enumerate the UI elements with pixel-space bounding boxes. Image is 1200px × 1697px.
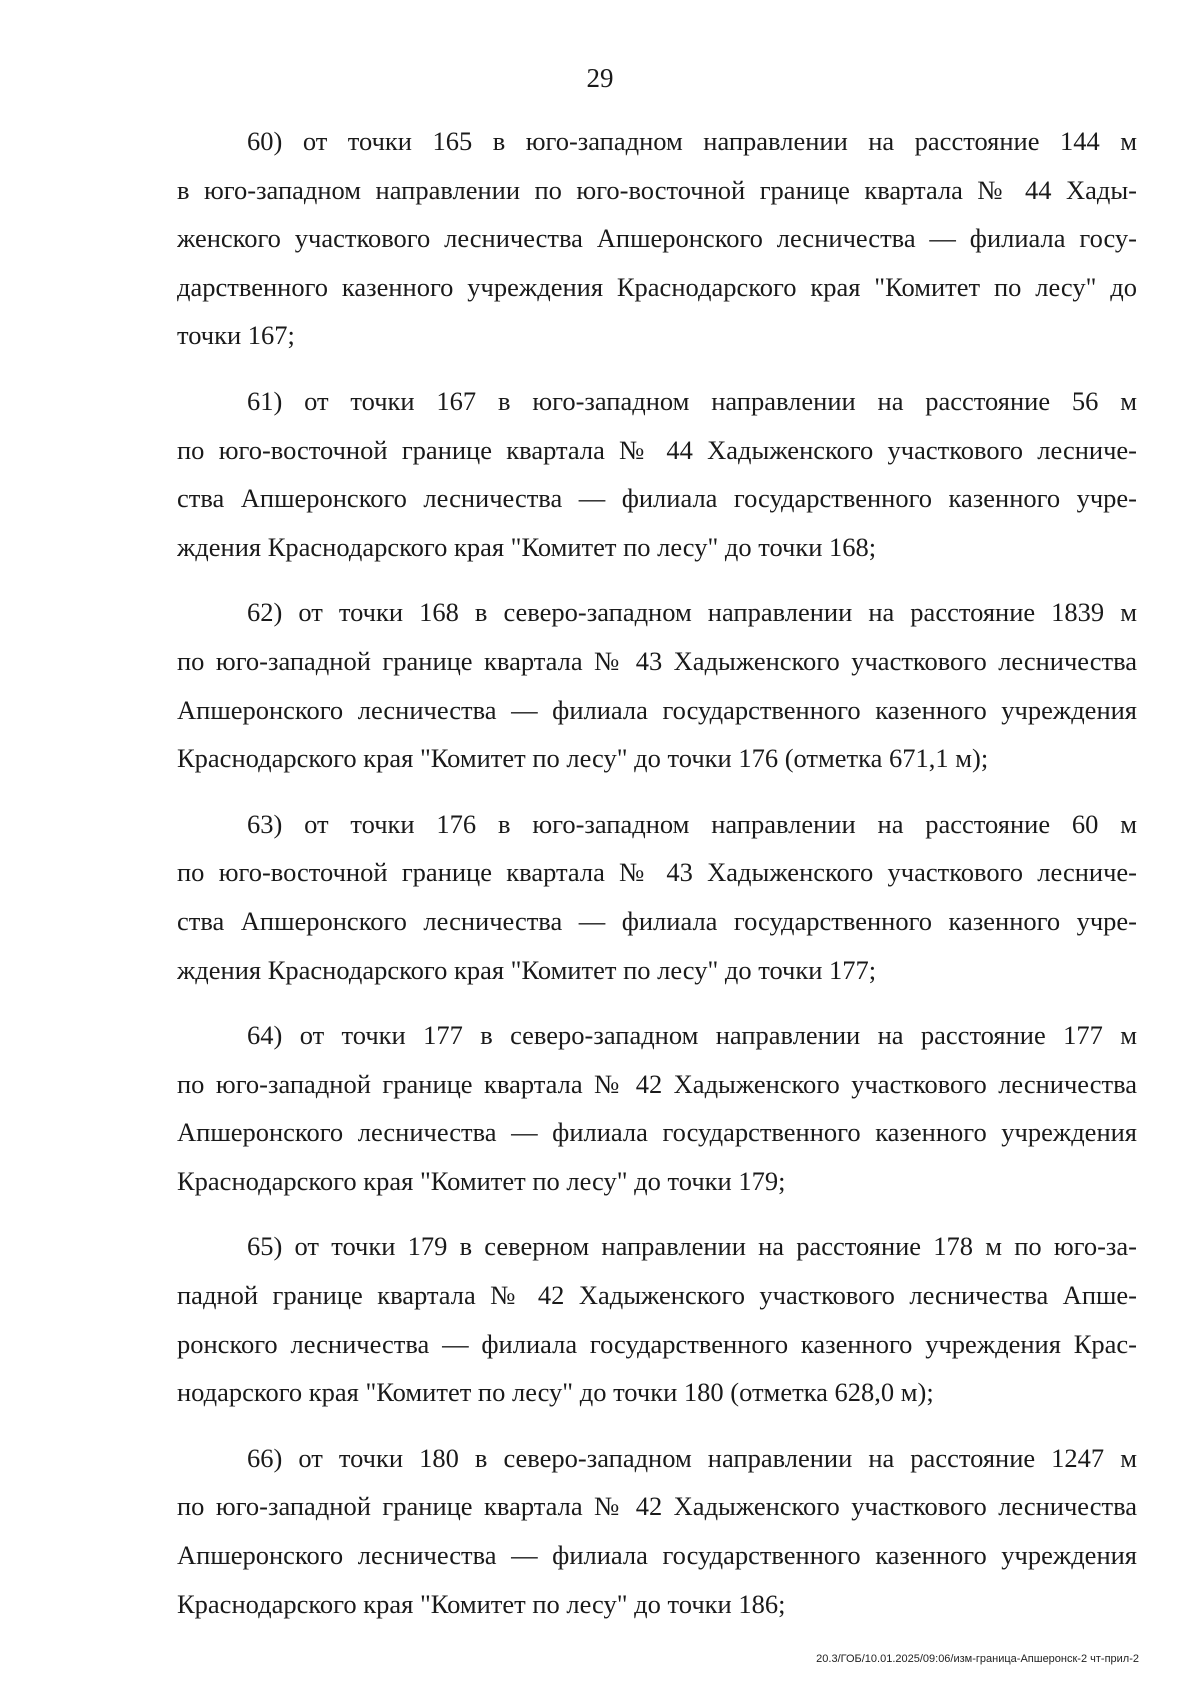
text-line: 64) от точки 177 в северо-западном направлении на расстояние 177 м — [247, 1020, 1137, 1051]
text-line: дарственного казенного учреждения Краснодарского края "Комитет по лесу" до — [177, 271, 1137, 302]
text-line: ства Апшеронского лесничества — филиала государственного казенного учре- — [177, 483, 1137, 514]
text-line: ронского лесничества — филиала государственного казенного учреждения Крас- — [177, 1328, 1137, 1359]
text-line: по юго-восточной границе квартала № 43 Хадыженского участкового лесниче- — [177, 857, 1137, 888]
text-line: Апшеронского лесничества — филиала государственного казенного учреждения — [177, 1540, 1137, 1571]
text-line: Краснодарского края "Комитет по лесу" до точки 179; — [177, 1165, 786, 1196]
list-item — [177, 1222, 1137, 1416]
text-line: 60) от точки 165 в юго-западном направлении на расстояние 144 м — [247, 126, 1137, 156]
text-line: по юго-западной границе квартала № 43 Хадыженского участкового лесничества — [177, 645, 1137, 676]
text-line: Апшеронского лесничества — филиала государственного казенного учреждения — [177, 694, 1137, 725]
text-line: ства Апшеронского лесничества — филиала государственного казенного учре- — [177, 905, 1137, 936]
text-line: 61) от точки 167 в юго-западном направлении на расстояние 56 м — [247, 385, 1137, 416]
text-line: по юго-восточной границе квартала № 44 Хадыженского участкового лесниче- — [177, 434, 1137, 465]
text-line: Краснодарского края "Комитет по лесу" до точки 176 (отметка 671,1 м); — [177, 743, 989, 774]
page-number: 29 — [586, 63, 614, 93]
list-item — [177, 377, 1137, 571]
text-line: нодарского края "Комитет по лесу" до точки 180 (отметка 628,0 м); — [177, 1377, 934, 1408]
text-line: 62) от точки 168 в северо-западном направлении на расстояние 1839 м — [247, 597, 1137, 628]
document-footer-code: 20.3/ГОБ/10.01.2025/09:06/изм-граница-Апшеронск-2 чт-прил-2 — [816, 1653, 1139, 1665]
text-line: 65) от точки 179 в северном направлении на расстояние 178 м по юго-за- — [247, 1231, 1137, 1262]
document-body — [177, 117, 1137, 1645]
text-line: Апшеронского лесничества — филиала государственного казенного учреждения — [177, 1117, 1137, 1148]
text-line: Краснодарского края "Комитет по лесу" до точки 186; — [177, 1588, 786, 1619]
text-line: ждения Краснодарского края "Комитет по лесу" до точки 168; — [177, 531, 877, 562]
text-line: 66) от точки 180 в северо-западном направлении на расстояние 1247 м — [247, 1442, 1137, 1473]
list-item — [177, 588, 1137, 782]
list-item — [177, 800, 1137, 994]
text-line: 63) от точки 176 в юго-западном направлении на расстояние 60 м — [247, 808, 1137, 839]
text-line: по юго-западной границе квартала № 42 Хадыженского участкового лесничества — [177, 1068, 1137, 1099]
list-item — [177, 1011, 1137, 1205]
list-item — [177, 117, 1137, 360]
text-line: точки 167; — [177, 320, 295, 351]
text-line: женского участкового лесничества Апшеронского лесничества — филиала госу- — [177, 223, 1137, 254]
text-line: по юго-западной границе квартала № 42 Хадыженского участкового лесничества — [177, 1491, 1137, 1522]
text-line: падной границе квартала № 42 Хадыженского участкового лесничества Апше- — [177, 1280, 1137, 1311]
text-line: в юго-западном направлении по юго-восточной границе квартала № 44 Хады- — [177, 174, 1137, 205]
list-item — [177, 1434, 1137, 1628]
text-line: ждения Краснодарского края "Комитет по лесу" до точки 177; — [177, 954, 877, 985]
